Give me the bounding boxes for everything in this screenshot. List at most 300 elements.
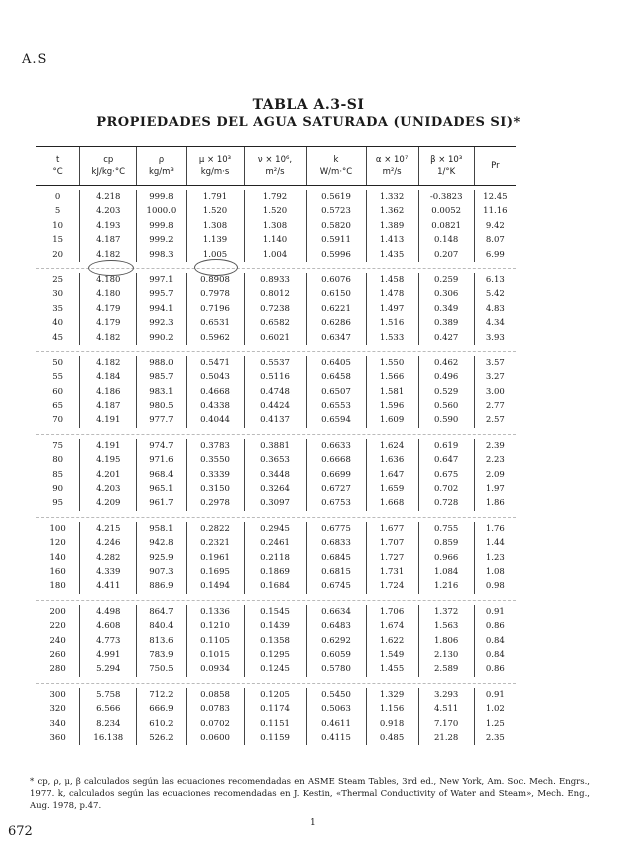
table-cell: 10 [36,219,80,233]
table-cell: 4.182 [80,356,137,370]
table-cell: 0.485 [367,731,419,745]
table-cell: 0.1015 [187,648,245,662]
table-row [36,302,516,316]
header-unit: °C [52,167,63,177]
table-cell: 4.186 [80,385,137,399]
table-cell: 1.520 [187,204,245,218]
table-cell: 0.1151 [245,717,307,731]
table-cell: 0.5043 [187,370,245,384]
table-cell: 50 [36,356,80,370]
table-cell: 0.6699 [307,468,367,482]
table-cell: 3.293 [419,688,475,702]
table-row [36,385,516,399]
header-symbol: t [55,155,60,165]
table-cell: 0.5619 [307,190,367,204]
table-cell: 0.2461 [245,536,307,550]
table-cell: 0.0821 [419,219,475,233]
table-row [36,219,516,233]
table-row [36,331,516,345]
table-cell: 55 [36,370,80,384]
table-row [36,648,516,662]
table-row [36,316,516,330]
table-cell: 813.6 [137,634,186,648]
table-cell: 0.1545 [245,605,307,619]
page-number: 672 [8,824,33,839]
header-symbol: k [333,155,339,165]
table-cell: 0.619 [419,439,475,453]
table-cell: 0.1961 [187,551,245,565]
table-cell: 992.3 [137,316,186,330]
table-cell: 0.6727 [307,482,367,496]
header-cell [137,147,186,185]
table-cell: 4.193 [80,219,137,233]
table-cell: 0.5723 [307,204,367,218]
table-row [36,731,516,745]
table-cell: 4.180 [80,287,137,301]
table-cell: 0.5780 [307,662,367,676]
table-cell: 1.533 [367,331,419,345]
table-cell: 0.2118 [245,551,307,565]
table-cell: 1.084 [419,565,475,579]
header-unit: W/m·°C [319,167,353,177]
header-unit: 1/°K [437,167,456,177]
table-cell: 4.498 [80,605,137,619]
table-cell: 0.4044 [187,413,245,427]
table-cell: 2.130 [419,648,475,662]
table-cell: 0.7238 [245,302,307,316]
table-cell: 0.647 [419,453,475,467]
table-cell: 1.332 [367,190,419,204]
table-row [36,468,516,482]
table-cell: 0.6745 [307,579,367,593]
table-cell: 1.791 [187,190,245,204]
table-cell: 0.6753 [307,496,367,510]
table-cell: 0.462 [419,356,475,370]
table-cell: 1.44 [485,538,505,549]
table-cell: 1.25 [485,718,505,729]
table-cell: 2.57 [485,415,505,426]
table-cell: 4.218 [80,190,137,204]
table-cell: 1.668 [367,496,419,510]
table-cell: 4.215 [80,522,137,536]
table-cell: 40 [36,316,80,330]
table-cell: 0.728 [419,496,475,510]
table-cell: 2.09 [485,469,505,480]
table-cell: 1.005 [187,248,245,262]
table-cell: 1.566 [367,370,419,384]
table-cell: 0.5820 [307,219,367,233]
table-cell: 0.675 [419,468,475,482]
table-cell: 0.6150 [307,287,367,301]
table-cell: 0.0858 [187,688,245,702]
table-cell: 0.1295 [245,648,307,662]
table-cell: 999.8 [137,190,186,204]
table-cell: 4.339 [80,565,137,579]
table-cell: 320 [36,702,80,716]
table-row [36,287,516,301]
table-cell: 4.83 [485,303,505,314]
table-cell: 1.647 [367,468,419,482]
table-row [36,688,516,702]
header-symbol: ν × 10⁶, [257,155,293,165]
table-cell: 0.3150 [187,482,245,496]
table-cell: 2.589 [419,662,475,676]
table-cell: 0.6347 [307,331,367,345]
table-cell: 220 [36,619,80,633]
table-cell: 971.6 [137,453,186,467]
table-cell: 1.516 [367,316,419,330]
table-cell: 180 [36,579,80,593]
table-cell: 2.23 [485,455,505,466]
table-cell: 0.590 [419,413,475,427]
table-cell: 12.45 [483,192,508,202]
table-cell: 4.282 [80,551,137,565]
table-cell: 0.560 [419,399,475,413]
table-cell: 999.8 [137,219,186,233]
table-cell: 1.724 [367,579,419,593]
table-cell: 0.4668 [187,385,245,399]
table-cell: 1.706 [367,605,419,619]
table-cell: 0.5471 [187,356,245,370]
table-cell: 21.28 [419,731,475,745]
table-cell: 0.427 [419,331,475,345]
table-cell: 750.5 [137,662,186,676]
table-row [36,356,516,370]
table-cell: 0.966 [419,551,475,565]
table-cell: 958.1 [137,522,186,536]
table-cell: 160 [36,565,80,579]
table-cell: 70 [36,413,80,427]
table-cell: 0.6845 [307,551,367,565]
table-cell: 0.3339 [187,468,245,482]
table-cell: 0.1159 [245,731,307,745]
table-cell: 11.16 [483,206,508,217]
table-cell: 0.0783 [187,702,245,716]
table-cell: 2.35 [485,732,505,743]
table-row [36,453,516,467]
table-cell: 0.0052 [419,204,475,218]
table-cell: 6.13 [485,274,505,285]
table-cell: 0.1684 [245,579,307,593]
table-cell: 985.7 [137,370,186,384]
table-cell: 994.1 [137,302,186,316]
table-cell: 0.259 [419,273,475,287]
properties-table [36,146,516,751]
header-cell [187,147,245,185]
header-cell [307,147,367,185]
table-cell: 4.179 [80,302,137,316]
table-cell: 1.563 [419,619,475,633]
table-cell: 15 [36,233,80,247]
table-cell: 983.1 [137,385,186,399]
header-symbol: ρ [158,155,165,165]
table-cell: 65 [36,399,80,413]
table-row [36,482,516,496]
table-cell: 5.758 [80,688,137,702]
table-cell: 4.203 [80,204,137,218]
table-cell: 977.7 [137,413,186,427]
table-cell: 0.2945 [245,522,307,536]
table-row [36,702,516,716]
table-cell: 783.9 [137,648,186,662]
table-cell: 0.0702 [187,717,245,731]
table-cell: 3.93 [485,332,505,343]
table-cell: 0.98 [485,581,505,592]
row-group [36,186,516,269]
table-row [36,399,516,413]
table-cell: 0.84 [485,635,505,646]
table-cell: 0.3448 [245,468,307,482]
table-row [36,233,516,247]
header-unit: m²/s [382,167,402,177]
table-cell: 0.702 [419,482,475,496]
table-row [36,619,516,633]
table-cell: 5.42 [485,289,505,300]
table-cell: 0.6634 [307,605,367,619]
table-row [36,413,516,427]
table-cell: 0.1439 [245,619,307,633]
header-cell [419,147,475,185]
header-symbol: μ × 10³ [198,155,232,165]
table-cell: 140 [36,551,80,565]
table-cell: 0.389 [419,316,475,330]
table-cell: 35 [36,302,80,316]
table-cell: 0.1336 [187,605,245,619]
table-cell: 200 [36,605,80,619]
table-cell: 0.0600 [187,731,245,745]
table-cell: 610.2 [137,717,186,731]
table-row [36,579,516,593]
table-cell: 4.191 [80,439,137,453]
table-cell: 1.413 [367,233,419,247]
table-cell: 4.182 [80,331,137,345]
table-cell: 1.458 [367,273,419,287]
table-cell: 0.148 [419,233,475,247]
table-footnote: * cp, ρ, μ, β calculados según las ecuaciones recomendadas en ASME Steam Tables, 3rd ed., New York, Am. Soc. Mech. Engrs., 1977. k, calculados según las ecuaciones recomendadas en J. Kestin, «Thermal Conductivity of Water and Steam», Mech. Eng., Aug. 1978, p.47. [30,777,590,811]
table-cell: 0.8012 [245,287,307,301]
table-cell: 4.182 [80,248,137,262]
header-symbol: β × 10³ [430,155,463,165]
table-cell: 0.91 [485,689,505,700]
table-cell: 0.6483 [307,619,367,633]
table-title-block [0,96,617,132]
table-header [36,147,516,186]
table-cell: 0.4748 [245,385,307,399]
table-cell: 0.1358 [245,634,307,648]
header-unit: kg/m·s [200,167,230,177]
table-cell: 1.550 [367,356,419,370]
table-cell: 0.2822 [187,522,245,536]
table-row [36,522,516,536]
table-cell: 0.1205 [245,688,307,702]
table-cell: 240 [36,634,80,648]
table-cell: 0.6582 [245,316,307,330]
table-cell: 0.1695 [187,565,245,579]
table-cell: 0.6405 [307,356,367,370]
table-cell: 0.3881 [245,439,307,453]
table-cell: 0.91 [485,606,505,617]
table-cell: 4.180 [80,273,137,287]
table-cell: 1.02 [485,704,505,715]
header-cell [80,147,137,185]
table-cell: 0.4137 [245,413,307,427]
table-cell: 0.3097 [245,496,307,510]
table-cell: 712.2 [137,688,186,702]
table-cell: 4.511 [419,702,475,716]
table-title: TABLA A.3-SI [252,97,365,113]
table-cell: 1.308 [245,219,307,233]
row-group [36,684,516,752]
footnote-marker: 1 [310,818,316,828]
table-cell: 4.179 [80,316,137,330]
table-cell: 0.1245 [245,662,307,676]
table-cell: 0.1105 [187,634,245,648]
table-cell: 1.455 [367,662,419,676]
table-cell: 0.6553 [307,399,367,413]
table-cell: 20 [36,248,80,262]
table-cell: 1.362 [367,204,419,218]
table-cell: 60 [36,385,80,399]
table-cell: 0.6059 [307,648,367,662]
table-cell: 260 [36,648,80,662]
header-unit: kJ/kg·°C [91,167,126,177]
table-cell: 0.4424 [245,399,307,413]
table-cell: 0.4338 [187,399,245,413]
table-cell: 1.792 [245,190,307,204]
table-cell: 3.27 [485,372,505,383]
table-cell: 1.76 [485,523,505,534]
table-cell: 1.389 [367,219,419,233]
table-cell: 0.1210 [187,619,245,633]
table-cell: 1.674 [367,619,419,633]
table-cell: 0.1174 [245,702,307,716]
table-cell: 0.5063 [307,702,367,716]
table-cell: 1.727 [367,551,419,565]
table-cell: 0.6815 [307,565,367,579]
table-cell: 666.9 [137,702,186,716]
table-cell: 5 [36,204,80,218]
table-cell: 0.6668 [307,453,367,467]
table-cell: 4.209 [80,496,137,510]
header-cell [367,147,419,185]
table-cell: 0.2978 [187,496,245,510]
table-cell: 526.2 [137,731,186,745]
table-cell: 4.201 [80,468,137,482]
table-cell: 1.806 [419,634,475,648]
table-cell: 4.187 [80,399,137,413]
table-cell: 1.372 [419,605,475,619]
table-cell: 0.84 [485,649,505,660]
table-cell: 100 [36,522,80,536]
table-cell: 0.6633 [307,439,367,453]
table-cell: 300 [36,688,80,702]
row-group [36,518,516,601]
table-cell: 0.529 [419,385,475,399]
table-row [36,717,516,731]
table-cell: 864.7 [137,605,186,619]
table-cell: 0.3783 [187,439,245,453]
table-cell: 0.8908 [187,273,245,287]
table-cell: 1.216 [419,579,475,593]
table-cell: 0.0934 [187,662,245,676]
table-cell: 8.234 [80,717,137,731]
table-cell: 4.187 [80,233,137,247]
table-cell: 0.6286 [307,316,367,330]
table-cell: 80 [36,453,80,467]
table-cell: 30 [36,287,80,301]
table-cell: 886.9 [137,579,186,593]
table-cell: 1.520 [245,204,307,218]
table-cell: 1.478 [367,287,419,301]
table-row [36,439,516,453]
header-unit: m²/s [265,167,285,177]
table-cell: 1000.0 [137,204,186,218]
table-row [36,204,516,218]
table-cell: 0.6594 [307,413,367,427]
table-cell: 1.659 [367,482,419,496]
table-cell: 360 [36,731,80,745]
table-row [36,190,516,204]
table-cell: 999.2 [137,233,186,247]
table-cell: 998.3 [137,248,186,262]
table-cell: 4.34 [485,318,505,329]
table-cell: 0.5537 [245,356,307,370]
table-cell: 990.2 [137,331,186,345]
table-cell: 6.566 [80,702,137,716]
table-cell: 90 [36,482,80,496]
table-cell: 0.2321 [187,536,245,550]
table-cell: 1.549 [367,648,419,662]
table-cell: 280 [36,662,80,676]
table-row [36,605,516,619]
table-cell: 8.07 [485,235,505,246]
table-cell: 3.57 [485,357,505,368]
table-cell: 907.3 [137,565,186,579]
table-cell: 1.139 [187,233,245,247]
table-cell: 9.42 [485,220,505,231]
table-cell: 0.7196 [187,302,245,316]
pencil-circle-mark [88,260,134,276]
section-tag: A.S [22,52,48,67]
table-cell: 2.77 [485,401,505,412]
table-cell: 1.23 [485,552,505,563]
table-cell: 0.5911 [307,233,367,247]
table-row [36,662,516,676]
table-cell: 0.859 [419,536,475,550]
table-cell: 1.08 [485,566,505,577]
pencil-circle-mark [194,259,238,276]
table-cell: 840.4 [137,619,186,633]
table-cell: 0.3550 [187,453,245,467]
table-cell: 0.6292 [307,634,367,648]
table-cell: 0.4611 [307,717,367,731]
table-cell: 4.411 [80,579,137,593]
table-cell: 0.1494 [187,579,245,593]
table-cell: 7.170 [419,717,475,731]
header-unit: kg/m³ [148,167,174,177]
table-cell: 0.6221 [307,302,367,316]
table-cell: 0.7978 [187,287,245,301]
table-cell: 4.246 [80,536,137,550]
table-cell: 120 [36,536,80,550]
table-cell: 45 [36,331,80,345]
table-cell: 0.8933 [245,273,307,287]
table-cell: 1.497 [367,302,419,316]
table-cell: 1.707 [367,536,419,550]
table-cell: 6.99 [485,249,505,260]
table-cell: 1.140 [245,233,307,247]
table-row [36,536,516,550]
